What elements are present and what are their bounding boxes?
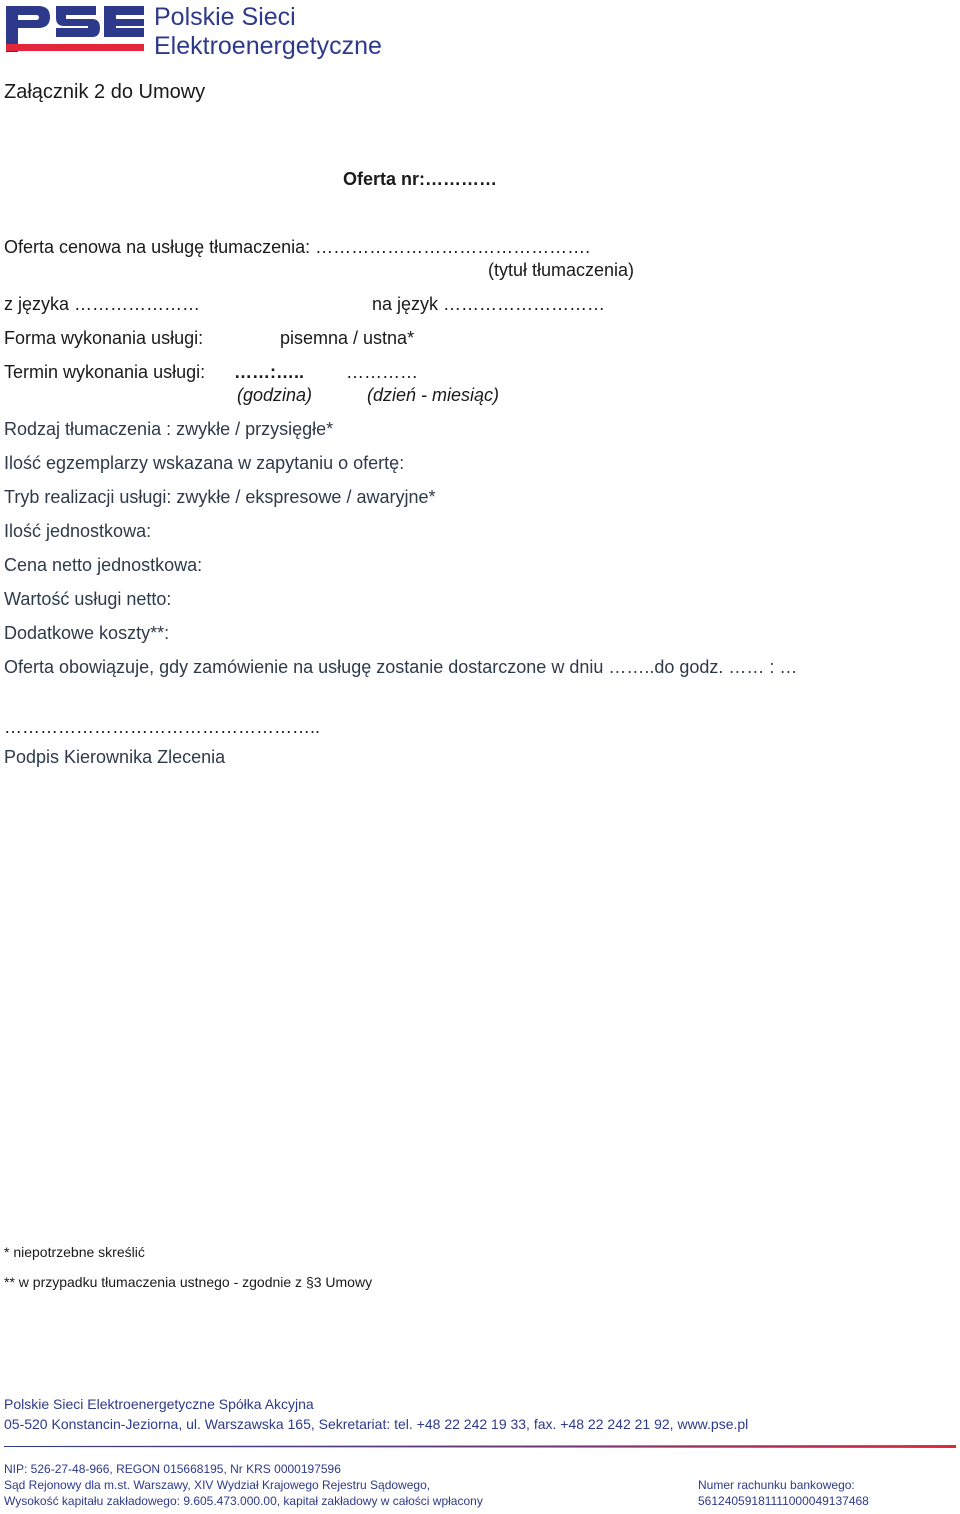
translation-type: Rodzaj tłumaczenia : zwykłe / przysięgłe*: [4, 419, 334, 439]
net-value: Wartość usługi netto:: [4, 589, 172, 609]
form-value: pisemna / ustna*: [280, 328, 415, 348]
footer-divider: [0, 1442, 960, 1450]
annex-title: Załącznik 2 do Umowy: [4, 81, 206, 103]
offer-validity: Oferta obowiązuje, gdy zamówienie na usługę zostanie dostarczone w dniu ……..do godz. …… : …: [4, 657, 798, 677]
signature-line: ……………………………………………..: [4, 717, 321, 737]
offer-number: Oferta nr:…………: [343, 169, 498, 189]
form-label: Forma wykonania usługi:: [4, 328, 204, 348]
deadline-time: ……:…..: [234, 362, 304, 382]
footer-court: Sąd Rejonowy dla m.st. Warszawy, XIV Wydział Krajowego Rejestru Sądowego,: [4, 1478, 431, 1492]
title-hint: (tytuł tłumaczenia): [488, 260, 635, 280]
service-mode: Tryb realizacji usługi: zwykłe / ekspresowe / awaryjne*: [4, 487, 436, 507]
unit-net-price: Cena netto jednostkowa:: [4, 555, 203, 575]
footnote-1: * niepotrzebne skreślić: [4, 1244, 145, 1260]
signature-label: Podpis Kierownika Zlecenia: [4, 747, 226, 767]
footer-ids: NIP: 526-27-48-966, REGON 015668195, Nr KRS 0000197596: [4, 1462, 341, 1476]
footer-address: 05-520 Konstancin-Jeziorna, ul. Warszawska 165, Sekretariat: tel. +48 22 242 19 33, fax. +48 22 242 21 92, www.pse.pl: [4, 1416, 749, 1432]
hour-hint: (godzina): [237, 385, 313, 405]
to-language: na język ………………………: [372, 294, 606, 314]
copies-count: Ilość egzemplarzy wskazana w zapytaniu o ofertę:: [4, 453, 405, 473]
unit-quantity: Ilość jednostkowa:: [4, 521, 152, 541]
deadline-label: Termin wykonania usługi:: [4, 362, 206, 382]
bank-account-number: 56124059181111000049137468: [698, 1494, 869, 1508]
footer-company: Polskie Sieci Elektroenergetyczne Spółka Akcyjna: [4, 1396, 314, 1412]
date-hint: (dzień - miesiąc): [367, 385, 500, 405]
pse-logo: [4, 4, 424, 60]
footer-capital: Wysokość kapitału zakładowego: 9.605.473.000.00, kapitał zakładowy w całości wpłacony: [4, 1494, 483, 1508]
from-language: z języka …………………: [4, 294, 201, 314]
deadline-date: …………: [346, 362, 418, 382]
footnote-2: ** w przypadku tłumaczenia ustnego - zgodnie z §3 Umowy: [4, 1274, 373, 1290]
pse-logo-mark: [4, 4, 146, 54]
logo-line2: Elektroenergetyczne: [154, 32, 382, 60]
bank-account-label: Numer rachunku bankowego:: [698, 1478, 855, 1492]
extra-costs: Dodatkowe koszty**:: [4, 623, 170, 643]
price-offer-line: Oferta cenowa na usługę tłumaczenia: ……………………………………….: [4, 237, 591, 257]
logo-line1: Polskie Sieci: [154, 3, 296, 31]
